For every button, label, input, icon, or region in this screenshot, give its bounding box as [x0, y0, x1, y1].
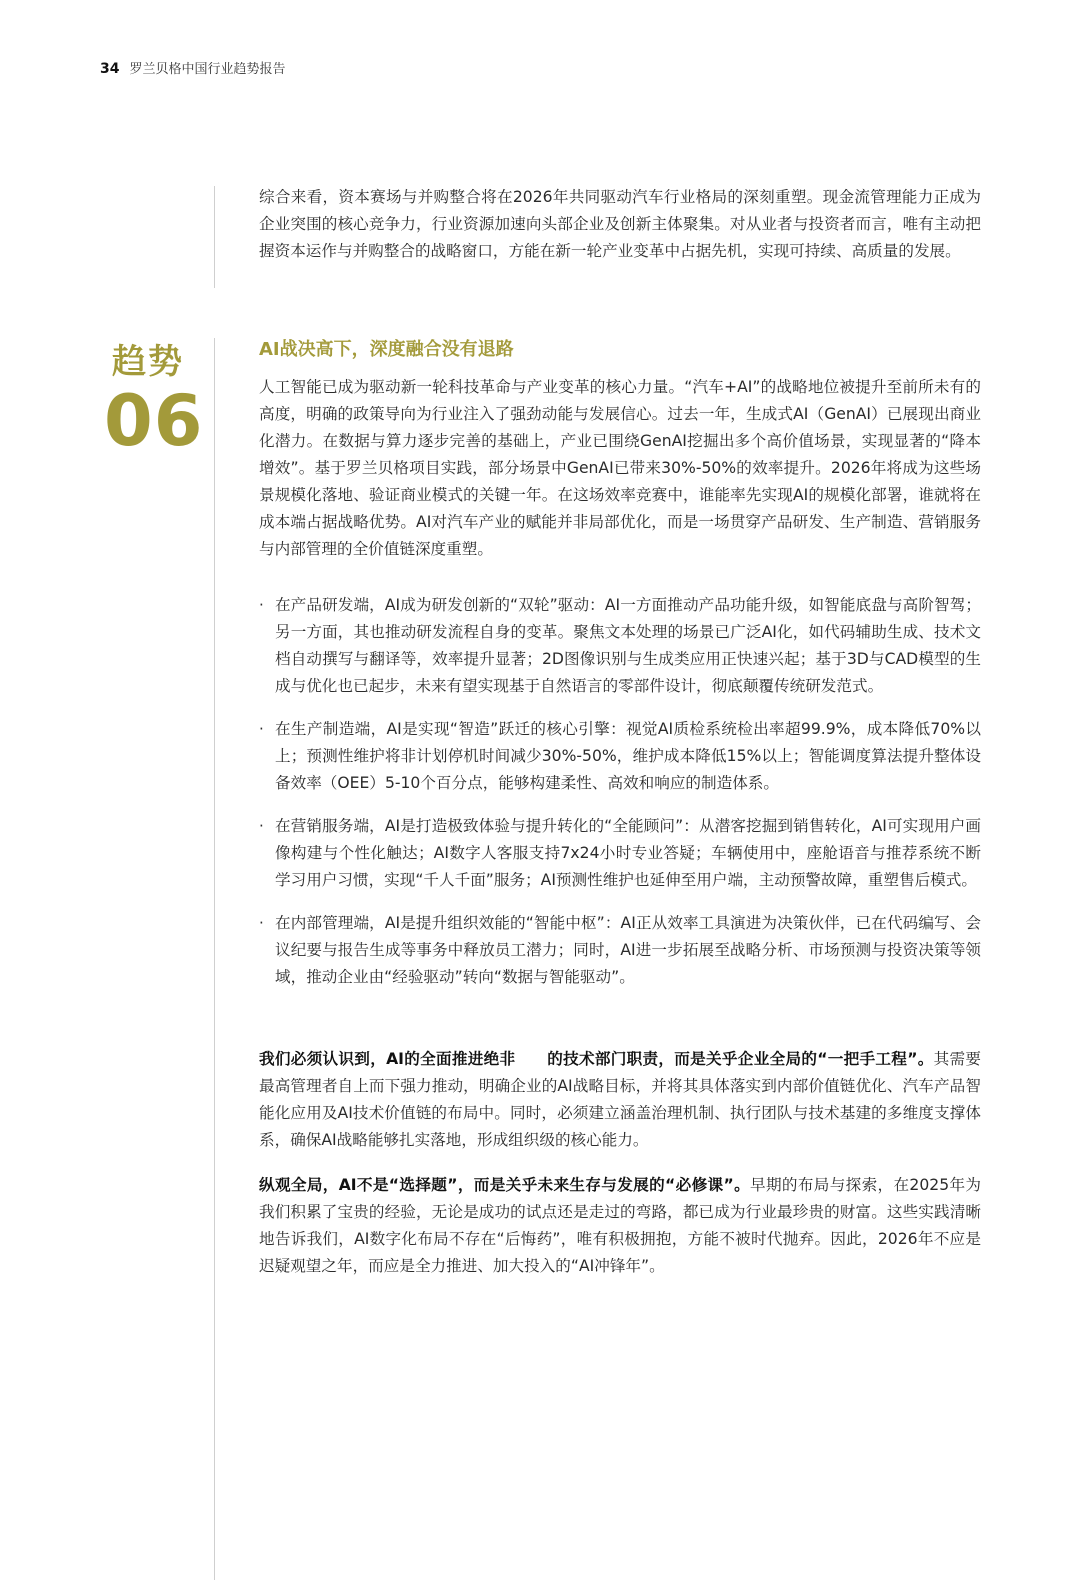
leadership-paragraph [259, 1046, 981, 1154]
trend-number: 06 [104, 380, 204, 462]
intro-paragraph: 综合来看，资本赛场与并购整合将在2026年共同驱动汽车行业格局的深刻重塑。现金流管理能力正成为企业突围的核心竞争力，行业资源加速向头部企业及创新主体聚集。对从业者与投资者而言，唯有主动把握资本运作与并购整合的战略窗口，方能在新一轮产业变革中占据先机，实现可持续、高质量的发展。 [259, 188, 981, 260]
page-header [100, 58, 286, 77]
conclusion-body: 早期的布局与探索，在2025年为我们积累了宝贵的经验，无论是成功的试点还是走过的弯路，都已成为行业最珍贵的财富。这些实践清晰地告诉我们，AI数字化布局不存在“后悔药”，唯有积极拥抱，方能不被时代抛弃。因此，2026年不应是迟疑观望之年，而应是全力推进、加大投入的“AI冲锋年”。 [259, 1176, 981, 1275]
list-item-text: 在生产制造端，AI是实现“智造”跃迁的核心引擎：视觉AI质检系统检出率超99.9%，成本降低70%以上；预测性维护将非计划停机时间减少30%-50%，维护成本降低15%以上；智能调度算法提升整体设备效率（OEE）5-10个百分点，能够构建柔性、高效和响应的制造体系。 [275, 720, 981, 792]
bullet-list [259, 592, 981, 1007]
trend-label: 趋势 [112, 342, 184, 382]
conclusion-lead: 纵观全局，AI不是“选择题”，而是关乎未来生存与发展的“必修课”。 [259, 1176, 751, 1194]
section-divider [214, 338, 215, 1580]
list-item-text: 在内部管理端，AI是提升组织效能的“智能中枢”：AI正从效率工具演进为决策伙伴，已在代码编写、会议纪要与报告生成等事务中释放员工潜力；同时，AI进一步拓展至战略分析、市场预测与投资决策等领域，推动企业由“经验驱动”转向“数据与智能驱动”。 [275, 914, 981, 986]
page-number: 34 [100, 61, 120, 77]
conclusion-paragraph [259, 1172, 981, 1280]
report-title: 罗兰贝格中国行业趋势报告 [129, 62, 286, 77]
bullet-dot-icon: · [259, 596, 264, 614]
list-item [259, 910, 981, 991]
bullet-dot-icon: · [259, 914, 264, 932]
bullet-dot-icon: · [259, 720, 264, 738]
intro-divider [214, 186, 215, 288]
list-item-text: 在产品研发端，AI成为研发创新的“双轮”驱动：AI一方面推动产品功能升级，如智能底盘与高阶智驾；另一方面，其也推动研发流程自身的变革。聚焦文本处理的场景已广泛AI化，如代码辅助生成、技术文档自动撰写与翻译等，效率提升显著；2D图像识别与生成类应用正快速兴起；基于3D与CAD模型的生成与优化也已起步，未来有望实现基于自然语言的零部件设计，彻底颠覆传统研发范式。 [275, 596, 981, 695]
list-item [259, 592, 981, 700]
bullet-dot-icon: · [259, 817, 264, 835]
list-item [259, 813, 981, 894]
leadership-lead: 我们必须认识到，AI的全面推进绝非 的技术部门职责，而是关乎企业全局的“一把手工程”。 [259, 1050, 934, 1068]
section-title: AI战决高下，深度融合没有退路 [259, 339, 514, 360]
list-item-text: 在营销服务端，AI是打造极致体验与提升转化的“全能顾问”：从潜客挖掘到销售转化，AI可实现用户画像构建与个性化触达；AI数字人客服支持7x24小时专业答疑；车辆使用中，座舱语音与推荐系统不断学习用户习惯，实现“千人千面”服务；AI预测性维护也延伸至用户端，主动预警故障，重塑售后模式。 [275, 817, 981, 889]
list-item [259, 716, 981, 797]
leadership-body: 其需要最高管理者自上而下强力推动，明确企业的AI战略目标，并将其具体落实到内部价值链优化、汽车产品智能化应用及AI技术价值链的布局中。同时，必须建立涵盖治理机制、执行团队与技术基建的多维度支撑体系，确保AI战略能够扎实落地，形成组织级的核心能力。 [259, 1050, 981, 1149]
section-body-paragraph: 人工智能已成为驱动新一轮科技革命与产业变革的核心力量。“汽车+AI”的战略地位被提升至前所未有的高度，明确的政策导向为行业注入了强劲动能与发展信心。过去一年，生成式AI（GenAI）已展现出商业化潜力。在数据与算力逐步完善的基础上，产业已围绕GenAI挖掘出多个高价值场景，实现显著的“降本增效”。基于罗兰贝格项目实践，部分场景中GenAI已带来30%-50%的效率提升。2026年将成为这些场景规模化落地、验证商业模式的关键一年。在这场效率竞赛中，谁能率先实现AI的规模化部署，谁就将在成本端占据战略优势。AI对汽车产业的赋能并非局部优化，而是一场贯穿产品研发、生产制造、营销服务与内部管理的全价值链深度重塑。 [259, 378, 981, 558]
